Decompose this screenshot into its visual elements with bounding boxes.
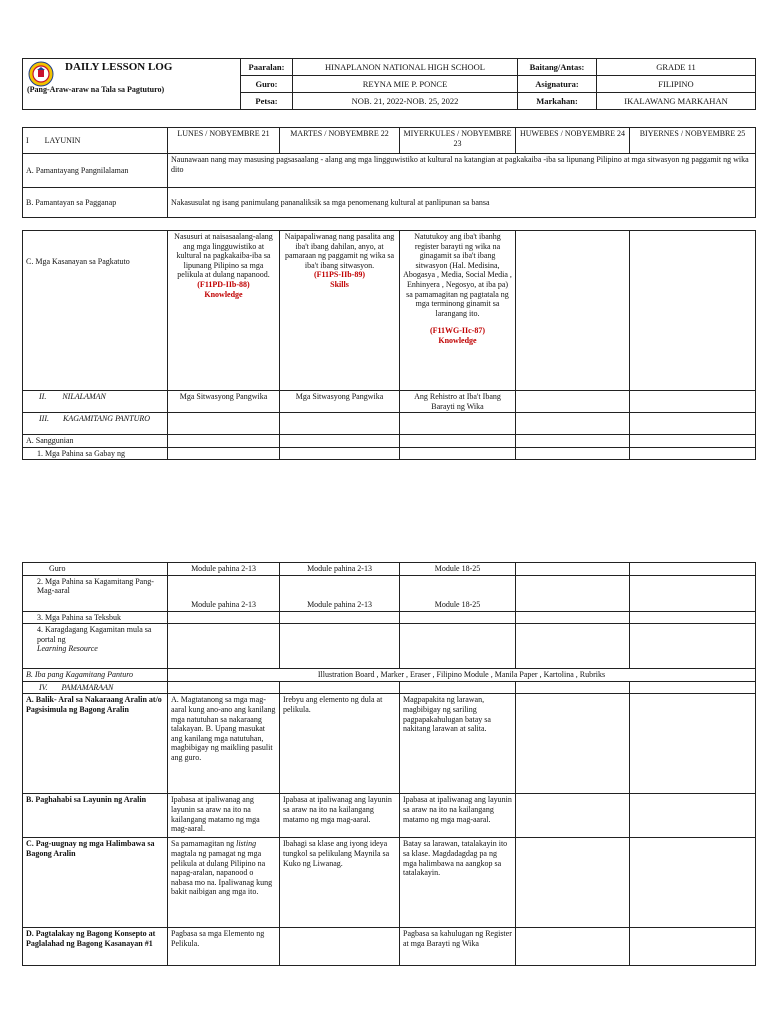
competency-tuesday-text: Naipapaliwanag nang pasalita ang iba't ibang dahilan, anyo, at pamaraan ng paggamit ng wika sa iba't ibang sitwasyon. [284, 232, 395, 270]
references-thursday [516, 435, 630, 448]
learner-materials-friday [630, 575, 756, 611]
purpose-wednesday: Ipabasa at ipaliwanag ang layunin sa araw na ito na kailangang matamo ng mga mag-aaral. [400, 794, 516, 838]
learner-materials-wednesday: Module 18-25 [400, 575, 516, 611]
teacher-guide-thursday [516, 447, 630, 460]
examples-wednesday: Batay sa larawan, tatalakayin ito sa klase. Magdadagdag pa ng mga halimbawa na aangkop sa tatalakayin. [400, 838, 516, 928]
materials-monday [168, 413, 280, 435]
competency-monday [168, 231, 280, 391]
additional-materials-text: 4. Karagdagang Kagamitan mula sa portal ng [37, 625, 152, 644]
competency-monday-code: (F11PD-IIb-88) [197, 279, 250, 289]
teacher-guide-friday [630, 447, 756, 460]
school-value: HINAPLANON NATIONAL HIGH SCHOOL [293, 59, 518, 76]
discussion-monday: Pagbasa sa mga Elemento ng Pelikula. [168, 928, 280, 966]
other-materials-text: Illustration Board , Marker , Eraser , Filipino Module , Manila Paper , Kartolina , Rubriks [168, 669, 756, 682]
guro-wednesday: Module 18-25 [400, 563, 516, 576]
competency-wednesday-code: (F11WG-IIc-87) [429, 326, 486, 336]
discussion-label: D. Pagtalakay ng Bagong Konsepto at Paglalahad ng Bagong Kasanayan #1 [23, 928, 168, 966]
references-friday [630, 435, 756, 448]
purpose-tuesday: Ipabasa at ipaliwanag ang layunin sa araw na ito na kailangang matamo ng mga mag-aaral. [280, 794, 400, 838]
document-title: DAILY LESSON LOG [65, 61, 173, 73]
procedures-tuesday [280, 681, 400, 694]
teacher-label: Guro: [241, 76, 293, 93]
review-friday [630, 694, 756, 794]
date-label: Petsa: [241, 93, 293, 110]
day-tuesday: MARTES / NOBYEMBRE 22 [280, 128, 400, 154]
purpose-monday: Ipabasa at ipaliwanag ang layunin sa araw na ito na kailangang matamo ng mga mag-aaral. [168, 794, 280, 838]
textbook-pages-label: 3. Mga Pahina sa Teksbuk [23, 611, 168, 624]
guro-friday [630, 563, 756, 576]
review-tuesday: Irebyu ang elemento ng dula at pelikula. [280, 694, 400, 794]
examples-monday [168, 838, 280, 928]
guro-label: Guro [23, 563, 168, 576]
procedures-monday [168, 681, 280, 694]
content-monday: Mga Sitwasyong Pangwika [168, 391, 280, 413]
review-thursday [516, 694, 630, 794]
performance-standard-label: B. Pamantayan sa Pagganap [23, 188, 168, 218]
examples-friday [630, 838, 756, 928]
content-tuesday: Mga Sitwasyong Pangwika [280, 391, 400, 413]
learner-materials-monday: Module pahina 2-13 [168, 575, 280, 611]
teacher-guide-wednesday [400, 447, 516, 460]
layunin-heading: I LAYUNIN [23, 128, 168, 154]
additional-friday [630, 624, 756, 669]
grade-label: Baitang/Antas: [518, 59, 597, 76]
references-monday [168, 435, 280, 448]
examples-thursday [516, 838, 630, 928]
day-monday: LUNES / NOBYEMBRE 21 [168, 128, 280, 154]
school-label: Paaralan: [241, 59, 293, 76]
examples-monday-pre: Sa pamamagitan ng [171, 839, 235, 849]
discussion-friday [630, 928, 756, 966]
competency-thursday [516, 231, 630, 391]
textbook-wednesday [400, 611, 516, 624]
teacher-guide-monday [168, 447, 280, 460]
textbook-tuesday [280, 611, 400, 624]
procedures-label: IV. PAMAMARAAN [23, 681, 168, 694]
procedures-thursday [516, 681, 630, 694]
header-table [22, 58, 756, 110]
competency-friday [630, 231, 756, 391]
date-value: NOB. 21, 2022-NOB. 25, 2022 [293, 93, 518, 110]
references-tuesday [280, 435, 400, 448]
competency-wednesday-tag: Knowledge [438, 335, 477, 345]
discussion-thursday [516, 928, 630, 966]
teacher-guide-tuesday [280, 447, 400, 460]
document-subtitle: (Pang-Araw-araw na Tala sa Pagtuturo) [27, 85, 165, 94]
objectives-table [22, 127, 756, 218]
materials-label: III. KAGAMITANG PANTURO [23, 413, 168, 435]
day-thursday: HUWEBES / NOBYEMBRE 24 [516, 128, 630, 154]
guro-thursday [516, 563, 630, 576]
grade-value: GRADE 11 [597, 59, 756, 76]
textbook-monday [168, 611, 280, 624]
examples-monday-post: magtala ng pamagat ng mga pelikula at dulang Pilipino na napag-aralan, napanood o nabasa mo na. Ipaliwanag kung bakit naibigan ang mga ito. [171, 848, 273, 897]
guro-tuesday: Module pahina 2-13 [280, 563, 400, 576]
learner-materials-thursday [516, 575, 630, 611]
additional-thursday [516, 624, 630, 669]
competency-wednesday-text: Natutukoy ang iba't ibanhg register barayti ng wika na ginagamit sa iba't ibang sitwasyon (Hal. Medisina, Abogasya , Media, Social Media , Enhinyera , Negosyo, at iba pa) sa pamamagitan ng pagtatala ng mga terminong ginamit sa larangang ito. [403, 232, 512, 318]
discussion-tuesday [280, 928, 400, 966]
additional-materials-label [23, 624, 168, 669]
performance-standard-text: Nakasusulat ng isang panimulang pananaliksik sa mga penomenang kultural at panlipunan sa bansa [168, 188, 756, 218]
discussion-wednesday: Pagbasa sa kahulugan ng Register at mga Barayti ng Wika [400, 928, 516, 966]
materials-friday [630, 413, 756, 435]
additional-monday [168, 624, 280, 669]
quarter-value: IKALAWANG MARKAHAN [597, 93, 756, 110]
competency-tuesday-tag: Skills [330, 279, 349, 289]
competencies-table [22, 230, 756, 460]
review-wednesday: Magpapakita ng larawan, magbibigay ng sariling pagpapakahulugan batay sa nakitang larawan at salita. [400, 694, 516, 794]
subject-label: Asignatura: [518, 76, 597, 93]
learning-resource-text: Learning Resource [37, 644, 98, 654]
competency-monday-text: Nasusuri at naisasaalang-alang ang mga lingguwistiko at kultural na pagkakaiba-iba sa lipunang Pilipino sa mga pelikula at dulang napanood. [174, 232, 273, 280]
examples-label: C. Pag-uugnay ng mga Halimbawa sa Bagong Aralin [23, 838, 168, 928]
additional-wednesday [400, 624, 516, 669]
teacher-guide-pages-label: 1. Mga Pahina sa Gabay ng [23, 447, 168, 460]
competency-wednesday [400, 231, 516, 391]
teacher-value: REYNA MIE P. PONCE [293, 76, 518, 93]
review-monday: A. Magtatanong sa mga mag-aaral kung ano-ano ang kanilang mga natutuhan sa nakaraang talakayan. B. Upang masukat ang kanilang mga natutuhan, magbibigay ng maikling pasulit ang guro. [168, 694, 280, 794]
school-seal-icon [28, 61, 54, 87]
learner-materials-tuesday: Module pahina 2-13 [280, 575, 400, 611]
competency-monday-tag: Knowledge [204, 289, 243, 299]
title-cell [23, 59, 241, 110]
purpose-label: B. Paghahabi sa Layunin ng Aralin [23, 794, 168, 838]
purpose-thursday [516, 794, 630, 838]
content-thursday [516, 391, 630, 413]
examples-tuesday: Ibahagi sa klase ang iyong ideya tungkol sa pelikulang Maynila sa Kuko ng Liwanag. [280, 838, 400, 928]
purpose-friday [630, 794, 756, 838]
textbook-friday [630, 611, 756, 624]
competency-tuesday-code: (F11PS-IIb-89) [313, 270, 366, 280]
content-friday [630, 391, 756, 413]
materials-thursday [516, 413, 630, 435]
materials-wednesday [400, 413, 516, 435]
content-wednesday: Ang Rehistro at Iba't Ibang Barayti ng Wika [400, 391, 516, 413]
other-materials-label: B. Iba pang Kagamitang Panturo [23, 669, 168, 682]
additional-tuesday [280, 624, 400, 669]
guro-monday: Module pahina 2-13 [168, 563, 280, 576]
content-standard-label: A. Pamantayang Pangnilalaman [23, 154, 168, 188]
procedures-friday [630, 681, 756, 694]
review-label: A. Balik- Aral sa Nakaraang Aralin at/o Pagsisimula ng Bagong Aralin [23, 694, 168, 794]
references-label: A. Sanggunian [23, 435, 168, 448]
procedures-wednesday [400, 681, 516, 694]
learner-materials-label: 2. Mga Pahina sa Kagamitang Pang-Mag-aaral [23, 575, 168, 611]
subject-value: FILIPINO [597, 76, 756, 93]
examples-monday-italic: listing [236, 839, 257, 849]
textbook-thursday [516, 611, 630, 624]
materials-tuesday [280, 413, 400, 435]
competency-tuesday [280, 231, 400, 391]
day-wednesday: MIYERKULES / NOBYEMBRE 23 [400, 128, 516, 154]
procedures-table [22, 562, 756, 966]
competencies-label: C. Mga Kasanayan sa Pagkatuto [23, 231, 168, 391]
day-friday: BIYERNES / NOBYEMBRE 25 [630, 128, 756, 154]
content-standard-text: Naunawaan nang may masusing pagsasaalang - alang ang mga lingguwistiko at kultural na katangian at pagkakaiba -iba sa lipunang Pilipino at mga sitwasyon ng paggamit ng wika dito [168, 154, 756, 188]
references-wednesday [400, 435, 516, 448]
content-label: II. NILALAMAN [23, 391, 168, 413]
quarter-label: Markahan: [518, 93, 597, 110]
